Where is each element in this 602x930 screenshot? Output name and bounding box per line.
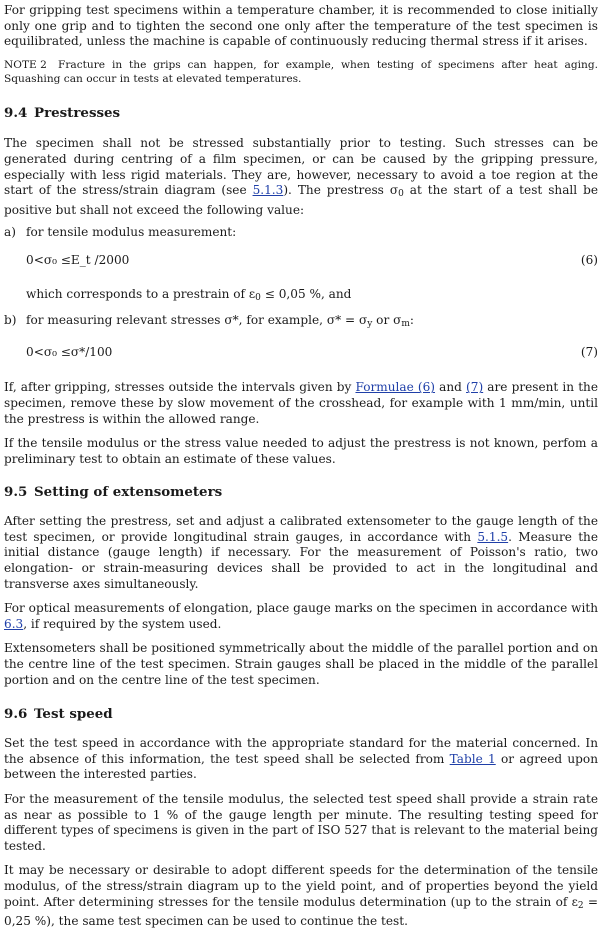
link-table-1[interactable]: Table 1 <box>449 751 496 766</box>
link-5-1-3[interactable]: 5.1.3 <box>252 183 284 198</box>
formula-7 <box>4 345 598 361</box>
intro-paragraph: For gripping test specimens within a temperature chamber, it is recommended to close initially only one grip and to tighten the second one only after the temperature of the test specimen is equilibrated, unless the machine is capable of continuously reducing thermal stress if it arises. <box>4 3 598 49</box>
section-heading-9-5: 9.5 Setting of extensometers <box>4 484 223 501</box>
preliminary-test-paragraph: If the tensile modulus or the stress value needed to adjust the prestress is not known, perfom a preliminary test to obtain an estimate of these values. <box>4 436 598 466</box>
section-heading-9-4: 9.4 Prestresses <box>4 105 121 122</box>
link-6-3[interactable]: 6.3 <box>4 616 24 631</box>
list-item-a: a) for tensile modulus measurement: <box>4 225 237 240</box>
formula-6-number: (6) <box>580 252 598 267</box>
note-2 <box>4 59 598 87</box>
link-5-1-5[interactable]: 5.1.5 <box>477 529 509 544</box>
list-item-b: b) for measuring relevant stresses σ*, for example, $\sigma* = \sigma_y$ or $\sigma_m$: <box>4 313 414 330</box>
positioning-paragraph: Extensometers shall be positioned symmetrically about the middle of the parallel portion and on the centre line of the test specimen. Strain gauges shall be placed in the middle of the parallel portion and on the centre line of the test specimen. <box>4 641 598 687</box>
section-heading-9-6: 9.6 Test speed <box>4 706 113 723</box>
link-formulae-6[interactable]: Formulae (6) <box>355 380 436 395</box>
note-text: Fracture in the grips can happen, for example, when testing of specimens after heat aging. Squashing can occur in tests at elevated temperatures. <box>4 58 598 85</box>
formula-6-expression: 0<σ₀ ≤E_t /2000 <box>26 252 130 267</box>
note-label: NOTE 2 <box>4 58 47 71</box>
prestrain-note: which corresponds to a prestrain of $\varepsilon_0 \le 0,05$ %, and <box>26 286 352 303</box>
strain-rate-paragraph: For the measurement of the tensile modulus, the selected test speed shall provide a strain rate as near as possible to 1 % of the gauge length per minute. The resulting testing speed for different types of specimens is given in the part of ISO 527 that is relevant to the material being tested. <box>4 792 598 853</box>
test-speed-paragraph: Set the test speed in accordance with the appropriate standard for the material concerned. In the absence of this information, the test speed shall be selected from Table 1 or agreed upon between the interested parties. <box>4 736 598 782</box>
prestress-paragraph: The specimen shall not be stressed substantially prior to testing. Such stresses can be generated during centring of a film specimen, or can be caused by the gripping pressure, especially with less rigid materials. They are, however, necessary to avoid a toe region at the start of the stress/strain diagram (see 5.1.3). The prestress $\sigma_0$ at the start of a test shall be positive but shall not exceed the following value: <box>4 136 598 217</box>
formula-7-expression: 0<σ₀ ≤σ*/100 <box>26 344 113 359</box>
formula-6 <box>4 253 598 269</box>
optical-measurement-paragraph: For optical measurements of elongation, place gauge marks on the specimen in accordance with 6.3, if required by the system used. <box>4 601 598 631</box>
link-formula-7[interactable]: (7) <box>466 380 484 395</box>
gripping-stress-paragraph: If, after gripping, stresses outside the intervals given by Formulae (6) and (7) are present in the specimen, remove these by slow movement of the crosshead, for example with 1 mm/min, until the prestress is within the allowed range. <box>4 380 598 426</box>
extensometer-paragraph: After setting the prestress, set and adjust a calibrated extensometer to the gauge length of the test specimen, or provide longitudinal strain gauges, in accordance with 5.1.5. Measure the initial distance (gauge length) if necessary. For the measurement of Poisson's ratio, two elongation- or strain-measuring devices shall be provided to act in the longitudinal and transverse axes simultaneously. <box>4 514 598 591</box>
different-speeds-paragraph: It may be necessary or desirable to adopt different speeds for the determination of the tensile modulus, of the stress/strain diagram up to the yield point, and of properties beyond the yield point. After determining stresses for the tensile modulus determination (up to the strain of $\varepsilon_2 = 0,25$ %), the same test specimen can be used to continue the test. <box>4 863 598 929</box>
formula-7-number: (7) <box>580 344 598 359</box>
document-page <box>4 1 598 930</box>
